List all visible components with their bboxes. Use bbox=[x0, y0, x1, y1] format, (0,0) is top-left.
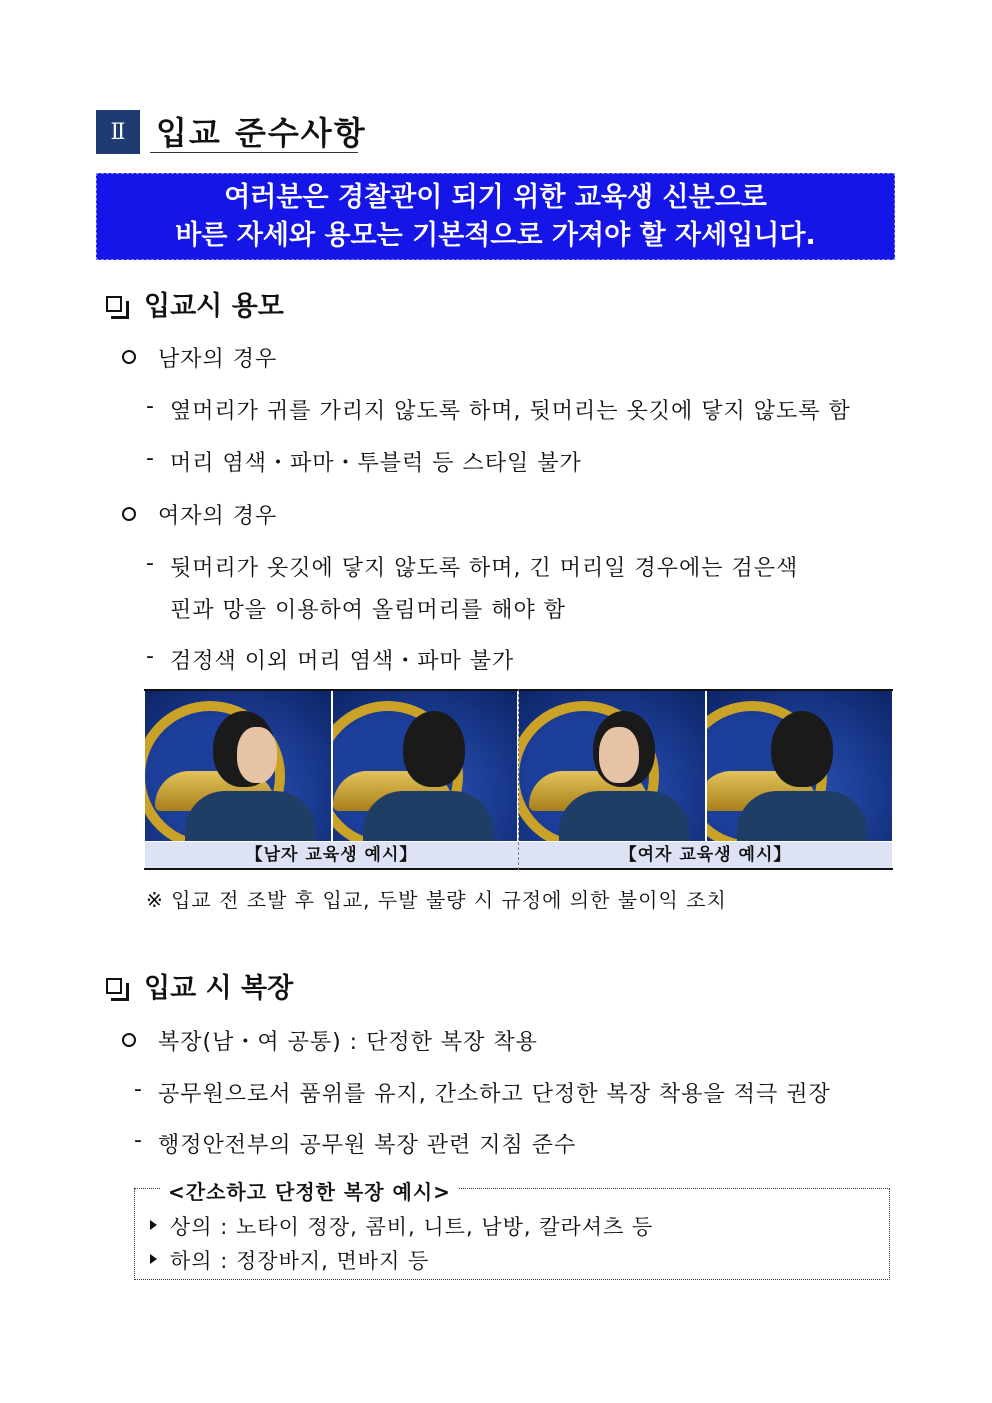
dash-bullet: - bbox=[146, 644, 154, 669]
male-item-1: 옆머리가 귀를 가리지 않도록 하며, 뒷머리는 옷깃에 닿지 않도록 함 bbox=[170, 399, 851, 424]
dash-bullet: - bbox=[146, 446, 154, 471]
female-item-2: 검정색 이외 머리 염색・파마 불가 bbox=[170, 649, 515, 674]
photo-divider bbox=[518, 689, 519, 870]
attire-heading: 입교 시 복장 bbox=[144, 973, 294, 1004]
dash-bullet: - bbox=[134, 1128, 142, 1153]
appearance-heading: 입교시 용모 bbox=[144, 291, 284, 322]
male-item-2: 머리 염색・파마・투블럭 등 스타일 불가 bbox=[170, 451, 582, 476]
female-item-1-line-2: 핀과 망을 이용하여 올림머리를 해야 함 bbox=[170, 598, 566, 623]
attire-item-2: 행정안전부의 공무원 복장 관련 지침 준수 bbox=[158, 1133, 577, 1158]
attire-example-title: <간소하고 단정한 복장 예시> bbox=[160, 1176, 459, 1205]
dash-bullet: - bbox=[146, 551, 154, 576]
attire-example-bottom: 하의 : 정장바지, 면바지 등 bbox=[170, 1249, 430, 1273]
appearance-note: ※ 입교 전 조발 후 입교, 두발 불량 시 규정에 의한 불이익 조치 bbox=[146, 888, 727, 912]
banner-line-1: 여러분은 경찰관이 되기 위한 교육생 신분으로 bbox=[224, 182, 767, 213]
dash-bullet: - bbox=[146, 394, 154, 419]
male-side-photo bbox=[145, 691, 331, 841]
banner-line-2: 바른 자세와 용모는 기본적으로 가져야 할 자세입니다. bbox=[175, 220, 816, 251]
female-side-photo bbox=[519, 691, 705, 841]
triangle-bullet-icon bbox=[150, 1220, 157, 1230]
checkbox-icon bbox=[106, 296, 128, 318]
checkbox-icon bbox=[106, 978, 128, 1000]
notice-banner bbox=[96, 173, 895, 260]
circle-bullet-icon bbox=[122, 507, 136, 521]
male-title: 남자의 경우 bbox=[158, 347, 278, 372]
female-title: 여자의 경우 bbox=[158, 504, 278, 529]
attire-example-top: 상의 : 노타이 정장, 콤비, 니트, 남방, 칼라셔츠 등 bbox=[170, 1215, 654, 1239]
female-example-caption: 【여자 교육생 예시】 bbox=[519, 842, 892, 868]
section-title-underline bbox=[150, 152, 358, 153]
male-back-photo bbox=[333, 691, 517, 841]
male-example-caption: 【남자 교육생 예시】 bbox=[145, 842, 518, 868]
section-number: Ⅱ bbox=[96, 110, 140, 154]
attire-sub-title: 복장(남・여 공통) : 단정한 복장 착용 bbox=[158, 1030, 538, 1055]
circle-bullet-icon bbox=[122, 350, 136, 364]
attire-item-1: 공무원으로서 품위를 유지, 간소하고 단정한 복장 착용을 적극 권장 bbox=[158, 1082, 831, 1107]
circle-bullet-icon bbox=[122, 1033, 136, 1047]
female-item-1-line-1: 뒷머리가 옷깃에 닿지 않도록 하며, 긴 머리일 경우에는 검은색 bbox=[170, 556, 799, 581]
section-title: 입교 준수사항 bbox=[156, 114, 367, 152]
dash-bullet: - bbox=[134, 1077, 142, 1102]
female-back-photo bbox=[707, 691, 892, 841]
triangle-bullet-icon bbox=[150, 1254, 157, 1264]
